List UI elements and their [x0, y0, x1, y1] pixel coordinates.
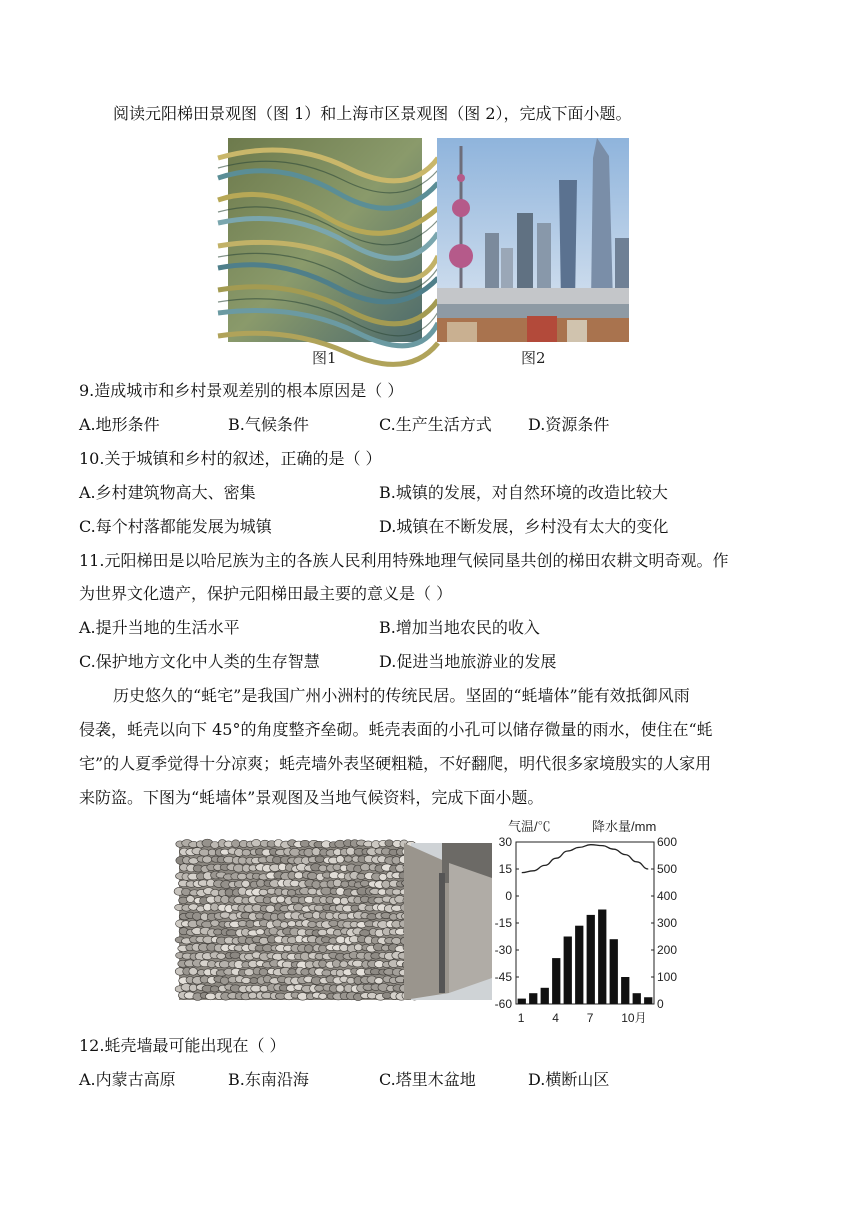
- question-9-stem: 9.造成城市和乡村景观差别的根本原因是（ ）: [79, 381, 404, 400]
- x-tick-label: 10月: [621, 1011, 647, 1025]
- oyster-shell: [319, 960, 327, 967]
- oyster-shell: [186, 896, 194, 903]
- oyster-shell: [205, 993, 215, 1000]
- oyster-shell: [336, 936, 345, 943]
- x-tick-label: 1: [517, 1011, 525, 1025]
- right-tick-label: 100: [657, 970, 678, 984]
- precipitation-bar: [529, 993, 537, 1004]
- oyster-shell: [354, 944, 362, 951]
- oyster-shell: [340, 961, 348, 968]
- terrace-photo: [228, 138, 422, 342]
- left-tick-label: 0: [505, 889, 512, 903]
- right-tick-label: 0: [657, 997, 664, 1011]
- oyster-shell: [192, 912, 201, 920]
- precipitation-bar: [518, 999, 526, 1004]
- oyster-shell: [242, 978, 251, 984]
- q10-option-c: C.每个村落都能发展为城镇: [79, 517, 272, 536]
- oyster-shell: [256, 929, 264, 935]
- intro-text: 阅读元阳梯田景观图（图 1）和上海市区景观图（图 2），完成下面小题。: [113, 104, 632, 123]
- precipitation-bar: [610, 939, 618, 1004]
- oyster-shell: [287, 890, 296, 897]
- question-11-stem-line1: 11.元阳梯田是以哈尼族为主的各族人民利用特殊地理气候同垦共创的梯田农耕文明奇观。作: [79, 551, 729, 570]
- plot-frame: [516, 842, 654, 1004]
- oyster-shell: [189, 968, 198, 976]
- oyster-shell: [332, 960, 340, 968]
- left-tick-label: 30: [498, 835, 512, 849]
- oyster-shell: [294, 872, 303, 879]
- left-tick-label: -60: [494, 997, 512, 1011]
- q10-option-b: B.城镇的发展，对自然环境的改造比较大: [379, 483, 668, 502]
- oyster-shell: [322, 970, 332, 976]
- oyster-shell: [360, 864, 370, 871]
- oyster-shell: [290, 880, 300, 887]
- right-tick-label: 300: [657, 916, 678, 930]
- oyster-shell: [319, 865, 327, 872]
- oyster-shell: [288, 969, 297, 975]
- oyster-shell: [259, 889, 268, 895]
- q9-option-b: B.气候条件: [228, 415, 309, 434]
- precipitation-bar: [541, 988, 549, 1004]
- right-tick-label: 600: [657, 835, 678, 849]
- oyster-shell: [379, 874, 387, 881]
- oyster-shell: [211, 920, 219, 926]
- oyster-shell: [308, 922, 317, 928]
- q9-option-c: C.生产生活方式: [379, 415, 492, 434]
- oyster-shell: [315, 856, 325, 862]
- precipitation-bar: [575, 926, 583, 1004]
- oyster-shell: [244, 969, 254, 976]
- oyster-shell: [360, 930, 370, 936]
- left-tick-label: 15: [498, 862, 512, 876]
- oyster-shell: [333, 879, 342, 887]
- q9-option-a: A.地形条件: [79, 415, 160, 434]
- oyster-shell: [307, 872, 317, 879]
- left-tick-label: -45: [494, 970, 512, 984]
- oyster-shell: [257, 879, 265, 887]
- precipitation-bar: [621, 977, 629, 1004]
- oyster-shell: [280, 922, 288, 929]
- oyster-shell: [319, 945, 327, 952]
- oyster-shell: [277, 896, 285, 903]
- x-tick-label: 4: [552, 1011, 559, 1025]
- oyster-shell: [288, 921, 297, 927]
- q12-option-a: A.内蒙古高原: [79, 1070, 176, 1089]
- oyster-shell: [351, 905, 359, 911]
- oyster-shell: [392, 937, 402, 944]
- oyster-shell: [336, 887, 345, 895]
- oyster-shell: [385, 840, 394, 847]
- right-tick-label: 400: [657, 889, 678, 903]
- oyster-shell: [202, 856, 211, 863]
- oyster-shell: [336, 856, 344, 863]
- oyster-shell: [312, 881, 321, 889]
- passage-line-4: 来防盗。下图为“蚝墙体”景观图及当地气候资料，完成下面小题。: [79, 788, 544, 807]
- right-tick-label: 200: [657, 943, 678, 957]
- oyster-shell: [312, 848, 320, 856]
- oyster-shell: [382, 880, 391, 888]
- oyster-shell: [237, 873, 246, 879]
- question-12-stem: 12.蚝壳墙最可能出现在（ ）: [79, 1036, 286, 1055]
- oyster-shell: [220, 977, 228, 984]
- passage-line-3: 宅”的人夏季觉得十分凉爽；蚝壳墙外表坚硬粗糙，不好翻爬，明代很多家境殷实的人家用: [79, 754, 712, 773]
- precipitation-bar: [644, 997, 652, 1004]
- oyster-shell: [181, 888, 190, 895]
- oyster-shell: [252, 839, 261, 846]
- oyster-shell: [360, 880, 369, 886]
- x-tick-label: 7: [586, 1011, 594, 1025]
- q12-option-b: B.东南沿海: [228, 1070, 309, 1089]
- q12-option-c: C.塔里木盆地: [379, 1070, 476, 1089]
- q11-option-a: A.提升当地的生活水平: [79, 618, 240, 637]
- left-axis-label: 气温/℃: [508, 819, 551, 834]
- precipitation-bar: [564, 937, 572, 1005]
- oyster-shell: [242, 880, 250, 887]
- climate-chart: [476, 813, 678, 1033]
- temperature-line: [522, 845, 649, 873]
- figure-2-caption: 图2: [521, 349, 546, 367]
- oyster-shell: [189, 984, 197, 991]
- left-tick-label: -15: [494, 916, 512, 930]
- oyster-shell: [242, 849, 251, 856]
- oyster-shell: [308, 888, 317, 895]
- q9-option-d: D.资源条件: [528, 415, 610, 434]
- oyster-shell: [211, 903, 219, 911]
- q10-option-a: A.乡村建筑物高大、密集: [79, 483, 256, 502]
- question-10-stem: 10.关于城镇和乡村的叙述，正确的是（ ）: [79, 449, 382, 468]
- oyster-shell: [333, 897, 341, 904]
- oyster-shell: [210, 986, 219, 992]
- precipitation-bar: [552, 958, 560, 1004]
- oyster-shell: [329, 920, 339, 926]
- oyster-shell: [325, 912, 333, 919]
- oyster-shell: [266, 905, 275, 912]
- precipitation-bar: [587, 915, 595, 1004]
- oyster-shell: [319, 993, 327, 999]
- q11-option-c: C.保护地方文化中人类的生存智慧: [79, 652, 320, 671]
- oyster-wall-photo: [179, 843, 492, 1000]
- right-axis-label: 降水量/mm: [592, 819, 657, 834]
- oyster-shell: [344, 856, 352, 862]
- oyster-shell: [259, 969, 268, 976]
- passage-line-1: 历史悠久的“蚝宅”是我国广州小洲村的传统民居。坚固的“蚝墙体”能有效抵御风雨: [113, 686, 690, 705]
- left-tick-label: -30: [494, 943, 512, 957]
- oyster-shell: [248, 992, 257, 998]
- oyster-shell: [336, 985, 344, 992]
- oyster-shell: [230, 952, 240, 959]
- q11-option-d: D.促进当地旅游业的发展: [379, 652, 557, 671]
- right-tick-label: 500: [657, 862, 678, 876]
- oyster-shell: [318, 929, 327, 935]
- precipitation-bar: [633, 993, 641, 1004]
- q12-option-d: D.横断山区: [528, 1070, 610, 1089]
- oyster-shell: [375, 978, 383, 984]
- oyster-shell: [250, 978, 258, 984]
- oyster-shell: [352, 960, 362, 967]
- oyster-shell: [392, 889, 401, 895]
- oyster-shell: [217, 953, 226, 959]
- oyster-shell: [211, 841, 220, 848]
- passage-line-2: 侵袭，蚝壳以向下 45°的角度整齐垒砌。蚝壳表面的小孔可以储存微量的雨水，使住在“蚝: [79, 720, 713, 739]
- oyster-shell: [301, 969, 310, 976]
- q10-option-d: D.城镇在不断发展，乡村没有太大的变化: [379, 517, 669, 536]
- oyster-shell: [341, 881, 349, 888]
- question-11-stem-line2: 为世界文化遗产，保护元阳梯田最主要的意义是（ ）: [79, 584, 453, 603]
- q11-option-b: B.增加当地农民的收入: [379, 618, 540, 637]
- precipitation-bar: [598, 910, 606, 1005]
- oyster-shell: [315, 985, 324, 991]
- shanghai-photo: [437, 138, 629, 342]
- oyster-shell: [304, 945, 313, 953]
- figure-1-caption: 图1: [312, 349, 337, 367]
- oyster-shell: [340, 897, 348, 904]
- oyster-shell: [221, 896, 230, 904]
- oyster-shell: [232, 840, 240, 848]
